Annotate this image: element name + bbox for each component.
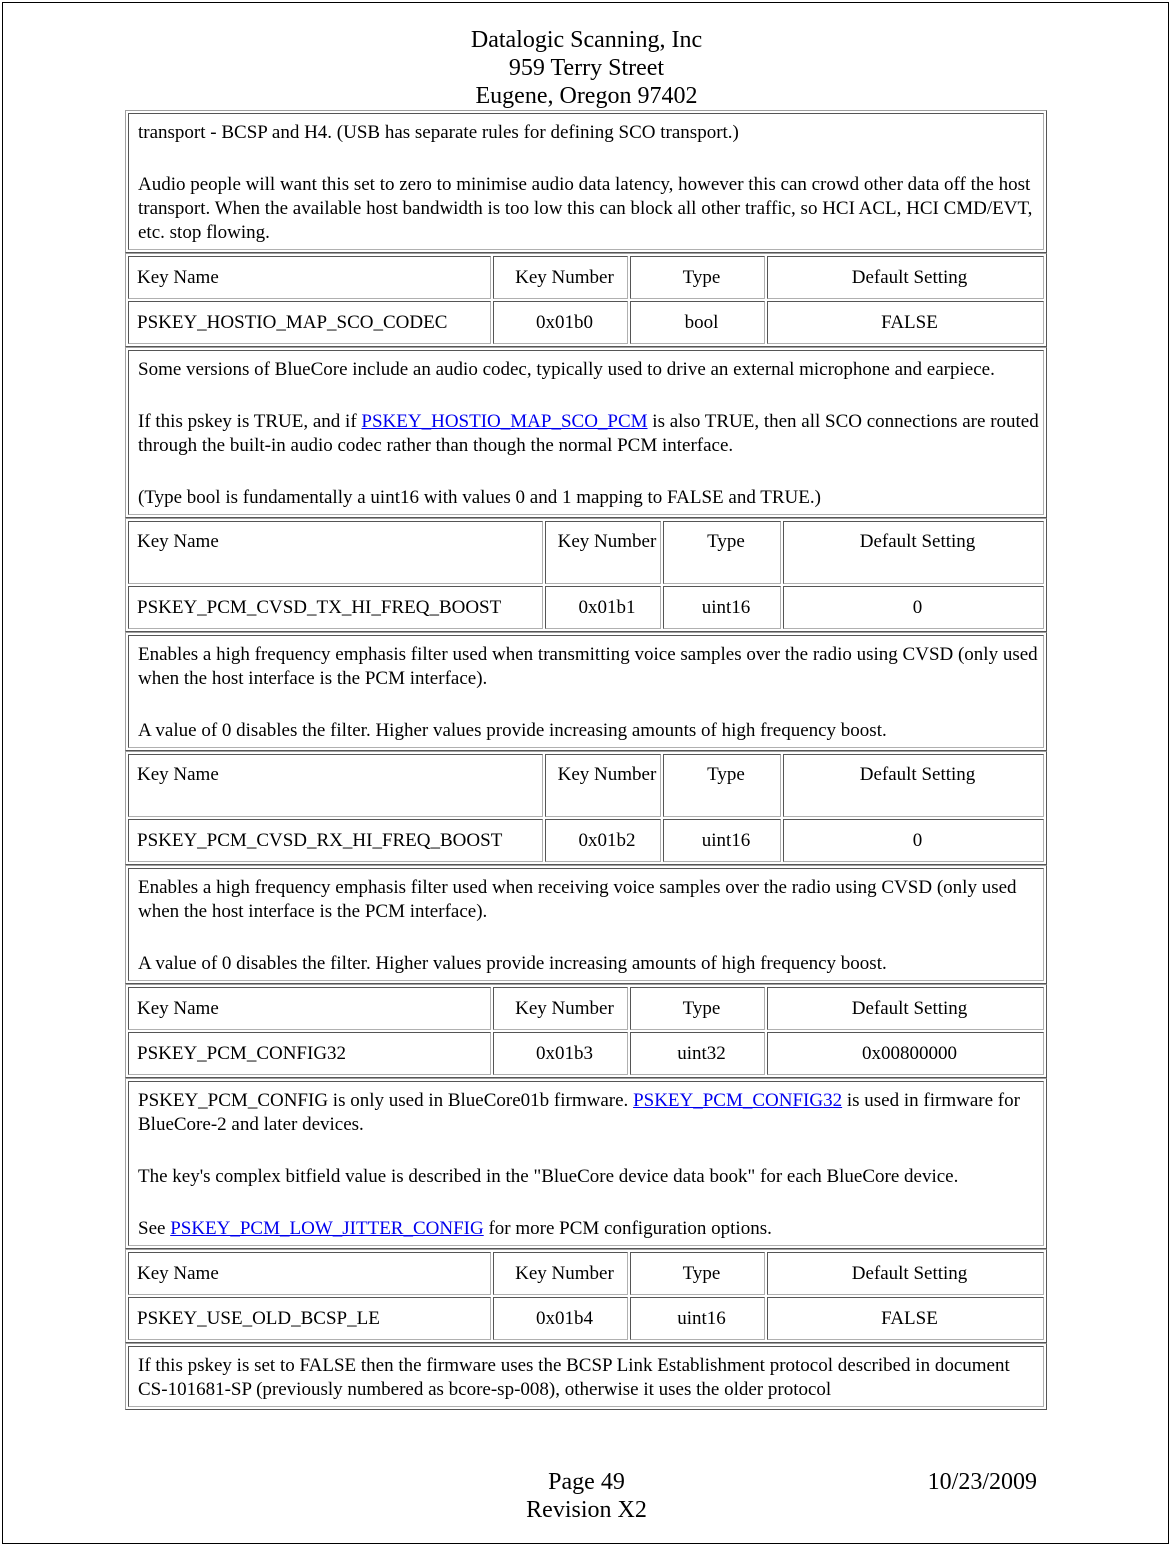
key-type: uint32 bbox=[630, 1032, 765, 1075]
company-name: Datalogic Scanning, Inc bbox=[470, 27, 703, 53]
column-header-key-name: Key Name bbox=[128, 754, 543, 817]
column-header-key-name: Key Name bbox=[128, 987, 491, 1030]
key-description bbox=[125, 1343, 1047, 1410]
link-pskey-pcm-low-jitter-config[interactable]: PSKEY_PCM_LOW_JITTER_CONFIG bbox=[170, 1218, 484, 1239]
description-paragraph: The key's complex bitfield value is described in the "BlueCore device data book" for each BlueCore device. bbox=[138, 1166, 959, 1187]
key-type: uint16 bbox=[663, 819, 781, 862]
description-paragraph: A value of 0 disables the filter. Higher values provide increasing amounts of high frequency boost. bbox=[138, 953, 887, 974]
page-number: Page 49 bbox=[548, 1469, 625, 1495]
revision: Revision X2 bbox=[526, 1497, 647, 1523]
key-default: 0 bbox=[783, 586, 1044, 629]
key-default: FALSE bbox=[767, 301, 1044, 344]
column-header-key-name: Key Name bbox=[128, 256, 491, 299]
column-header-type: Type bbox=[663, 521, 781, 584]
key-default: FALSE bbox=[767, 1297, 1044, 1340]
company-street: 959 Terry Street bbox=[508, 55, 665, 81]
column-header-key-number: Key Number bbox=[545, 754, 661, 817]
intro-paragraph: Audio people will want this set to zero to minimise audio data latency, however this can crowd other data off the host transport. When the available host bandwidth is too low this can block all other traffic, so HCI ACL, HCI CMD/EVT, etc. stop flowing. bbox=[138, 174, 1033, 243]
key-default: 0 bbox=[783, 819, 1044, 862]
key-name: PSKEY_PCM_CVSD_TX_HI_FREQ_BOOST bbox=[128, 586, 543, 629]
intro-paragraph: transport - BCSP and H4. (USB has separate rules for defining SCO transport.) bbox=[138, 122, 739, 143]
column-header-key-number: Key Number bbox=[493, 256, 628, 299]
key-number: 0x01b1 bbox=[545, 586, 661, 629]
intro-description bbox=[125, 110, 1047, 253]
key-number: 0x01b3 bbox=[493, 1032, 628, 1075]
column-header-default: Default Setting bbox=[767, 256, 1044, 299]
column-header-default: Default Setting bbox=[783, 521, 1044, 584]
key-type: bool bbox=[630, 301, 765, 344]
description-paragraph: If this pskey is set to FALSE then the firmware uses the BCSP Link Establishment protocol described in document CS-101681-SP (previously numbered as bcore-sp-008), otherwise it uses the older protocol bbox=[138, 1355, 1010, 1400]
column-header-key-number: Key Number bbox=[493, 1252, 628, 1295]
key-number: 0x01b0 bbox=[493, 301, 628, 344]
description-paragraph: If this pskey is TRUE, and if PSKEY_HOSTIO_MAP_SCO_PCM is also TRUE, then all SCO connections are routed through the built-in audio codec rather than though the normal PCM interface. bbox=[138, 411, 1039, 456]
key-description bbox=[125, 1078, 1047, 1249]
description-paragraph: (Type bool is fundamentally a uint16 with values 0 and 1 mapping to FALSE and TRUE.) bbox=[138, 487, 821, 508]
key-table-hostio-map-sco-codec bbox=[125, 253, 1047, 347]
description-paragraph: A value of 0 disables the filter. Higher values provide increasing amounts of high frequency boost. bbox=[138, 720, 887, 741]
key-number: 0x01b2 bbox=[545, 819, 661, 862]
key-table-pcm-cvsd-tx-hi-freq-boost bbox=[125, 518, 1047, 632]
key-description bbox=[125, 347, 1047, 518]
column-header-key-number: Key Number bbox=[493, 987, 628, 1030]
link-pskey-pcm-config32[interactable]: PSKEY_PCM_CONFIG32 bbox=[633, 1090, 843, 1111]
key-table-pcm-config32 bbox=[125, 984, 1047, 1078]
description-paragraph: Enables a high frequency emphasis filter used when receiving voice samples over the radio using CVSD (only used when the host interface is the PCM interface). bbox=[138, 877, 1017, 922]
description-paragraph: PSKEY_PCM_CONFIG is only used in BlueCore01b firmware. PSKEY_PCM_CONFIG32 is used in firmware for BlueCore-2 and later devices. bbox=[138, 1090, 1020, 1135]
key-type: uint16 bbox=[663, 586, 781, 629]
key-name: PSKEY_PCM_CVSD_RX_HI_FREQ_BOOST bbox=[128, 819, 543, 862]
key-name: PSKEY_HOSTIO_MAP_SCO_CODEC bbox=[128, 301, 491, 344]
key-name: PSKEY_USE_OLD_BCSP_LE bbox=[128, 1297, 491, 1340]
pskey-document bbox=[125, 110, 1047, 1410]
key-description bbox=[125, 632, 1047, 751]
company-city: Eugene, Oregon 97402 bbox=[475, 83, 698, 109]
column-header-type: Type bbox=[630, 987, 765, 1030]
key-name: PSKEY_PCM_CONFIG32 bbox=[128, 1032, 491, 1075]
key-table-pcm-cvsd-rx-hi-freq-boost bbox=[125, 751, 1047, 865]
key-number: 0x01b4 bbox=[493, 1297, 628, 1340]
page-header bbox=[0, 26, 1173, 110]
key-type: uint16 bbox=[630, 1297, 765, 1340]
column-header-key-name: Key Name bbox=[128, 1252, 491, 1295]
column-header-type: Type bbox=[630, 1252, 765, 1295]
column-header-key-name: Key Name bbox=[128, 521, 543, 584]
link-pskey-hostio-map-sco-pcm[interactable]: PSKEY_HOSTIO_MAP_SCO_PCM bbox=[361, 411, 648, 432]
column-header-key-number: Key Number bbox=[545, 521, 661, 584]
description-paragraph: See PSKEY_PCM_LOW_JITTER_CONFIG for more PCM configuration options. bbox=[138, 1218, 772, 1239]
footer-date: 10/23/2009 bbox=[927, 1469, 1037, 1495]
key-default: 0x00800000 bbox=[767, 1032, 1044, 1075]
description-paragraph: Some versions of BlueCore include an audio codec, typically used to drive an external microphone and earpiece. bbox=[138, 359, 995, 380]
column-header-type: Type bbox=[663, 754, 781, 817]
description-paragraph: Enables a high frequency emphasis filter used when transmitting voice samples over the radio using CVSD (only used when the host interface is the PCM interface). bbox=[138, 644, 1038, 689]
key-description bbox=[125, 865, 1047, 984]
column-header-default: Default Setting bbox=[767, 987, 1044, 1030]
key-table-use-old-bcsp-le bbox=[125, 1249, 1047, 1343]
column-header-default: Default Setting bbox=[783, 754, 1044, 817]
column-header-default: Default Setting bbox=[767, 1252, 1044, 1295]
column-header-type: Type bbox=[630, 256, 765, 299]
